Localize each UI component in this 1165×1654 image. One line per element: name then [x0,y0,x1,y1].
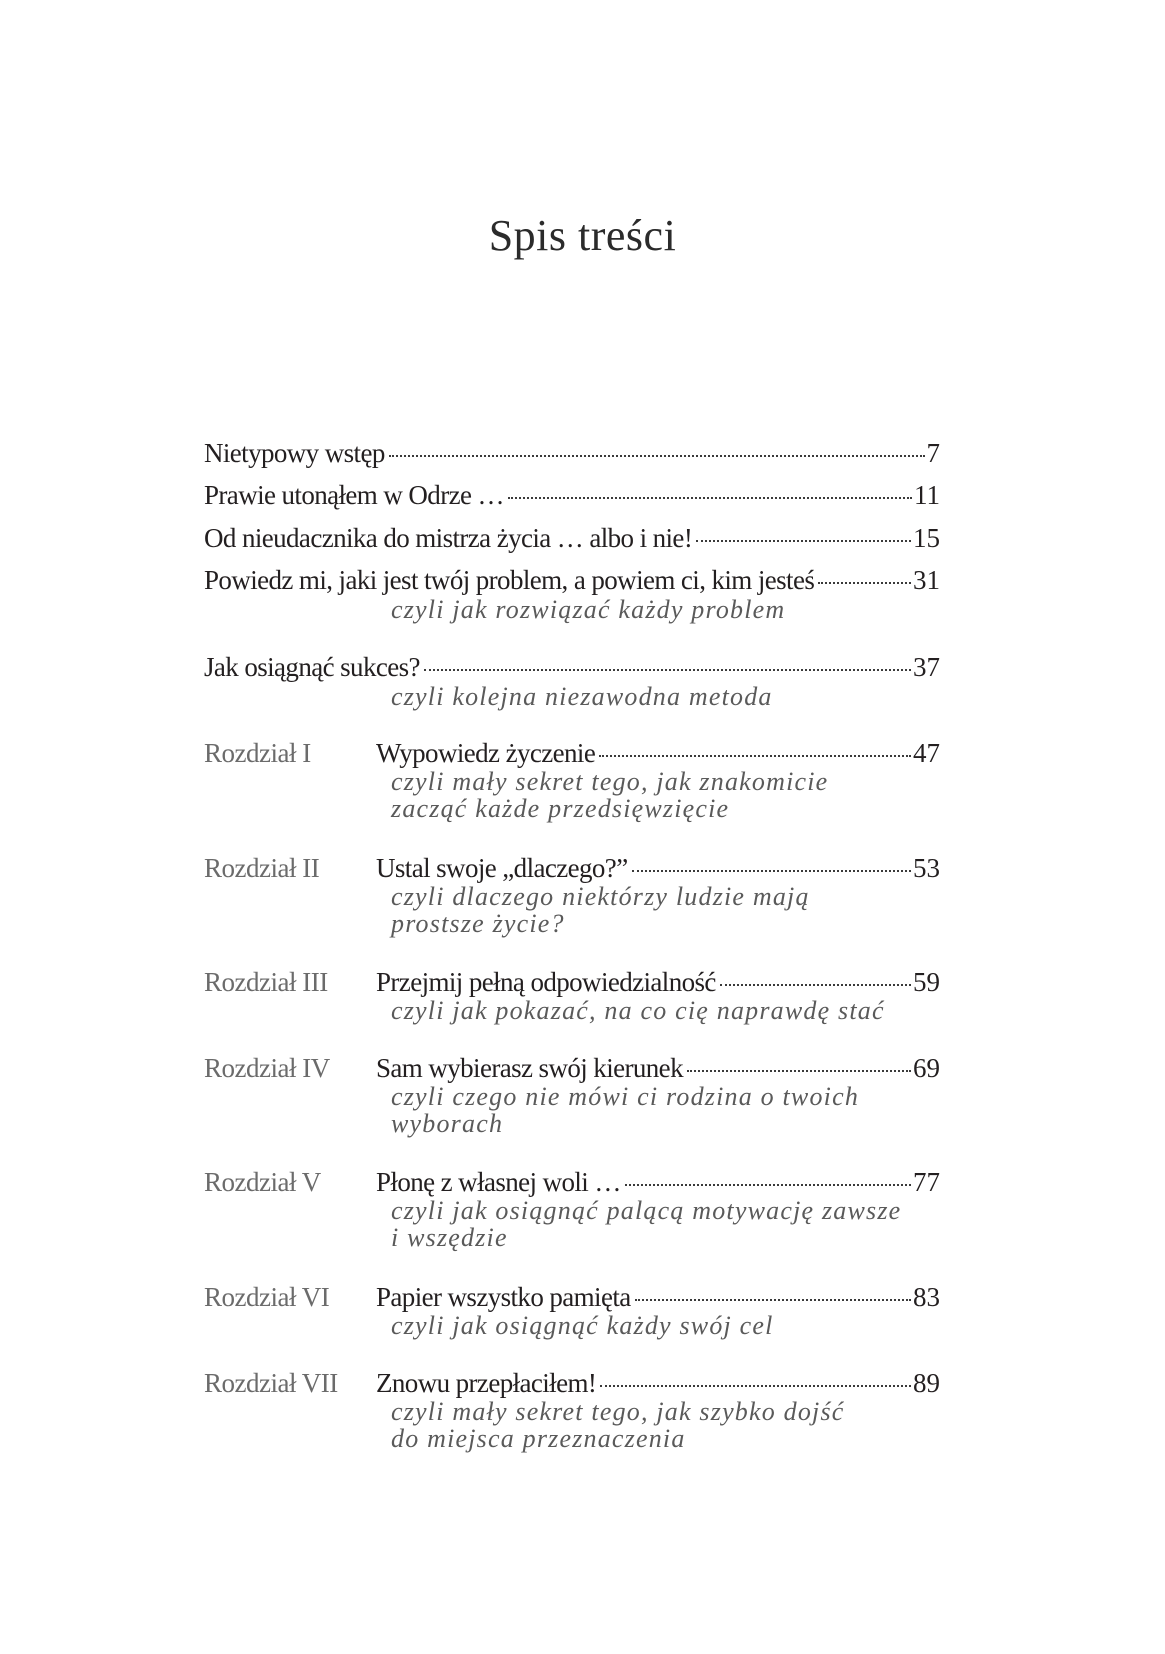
toc-chapter-2[interactable] [376,852,940,884]
toc-entry-title: Przejmij pełną odpowiedzialność [376,967,716,997]
chapter-subtitle-line-2: zacząć każde przedsięwzięcie [391,794,730,823]
toc-page-number: 89 [913,1368,940,1398]
toc-chapter-6[interactable] [376,1281,940,1313]
chapter-subtitle-line-1: czyli dlaczego niektórzy ludzie mają [391,882,810,911]
toc-entry-title: Jak osiągnąć sukces? [204,652,420,682]
dot-leader [720,984,911,986]
toc-page-number: 7 [926,438,940,468]
toc-entry-nietypowy-wstep[interactable] [204,437,940,469]
chapter-subtitle-line-2: prostsze życie? [391,909,565,938]
chapter-subtitle-line-1: czyli jak osiągnąć każdy swój cel [391,1311,774,1340]
dot-leader [508,497,912,499]
chapter-label: Rozdział VI [204,1282,330,1312]
dot-leader [687,1070,911,1072]
dot-leader [632,870,911,872]
toc-entry-prawie-utonalem[interactable] [204,479,940,511]
chapter-subtitle-line-2: do miejsca przeznaczenia [391,1424,686,1453]
toc-entry-title: Od nieudacznika do mistrza życia … albo i nie! [204,523,693,553]
toc-entry-jak-osiagnac-sukces[interactable] [204,651,940,683]
toc-chapter-5[interactable] [376,1166,940,1198]
dot-leader [389,455,925,457]
chapter-subtitle-line-1: czyli jak osiągnąć palącą motywację zawsze [391,1196,902,1225]
toc-entry-title: Sam wybierasz swój kierunek [376,1053,683,1083]
toc-chapter-1[interactable] [376,737,940,769]
chapter-subtitle-line-2: wyborach [391,1109,504,1138]
chapter-label: Rozdział II [204,853,320,883]
toc-page-number: 11 [914,480,940,510]
toc-chapter-7[interactable] [376,1367,940,1399]
toc-chapter-4[interactable] [376,1052,940,1084]
toc-entry-title: Płonę z własnej woli … [376,1167,621,1197]
dot-leader [625,1184,911,1186]
toc-entry-subtitle: czyli jak rozwiązać każdy problem [391,595,786,624]
chapter-subtitle-line-1: czyli mały sekret tego, jak znakomicie [391,767,829,796]
chapter-label: Rozdział IV [204,1053,330,1083]
dot-leader [424,669,911,671]
toc-entry-title: Powiedz mi, jaki jest twój problem, a powiem ci, kim jesteś [204,565,815,595]
chapter-label: Rozdział VII [204,1368,338,1398]
toc-entry-powiedz-mi[interactable] [204,564,940,596]
toc-entry-title: Wypowiedz życzenie [376,738,596,768]
dot-leader [818,582,911,584]
chapter-subtitle-line-1: czyli czego nie mówi ci rodzina o twoich [391,1082,860,1111]
chapter-subtitle-line-1: czyli mały sekret tego, jak szybko dojść [391,1397,845,1426]
toc-page-number: 59 [913,967,940,997]
toc-page-number: 83 [913,1282,940,1312]
toc-entry-title: Nietypowy wstęp [204,438,385,468]
toc-entry-title: Papier wszystko pamięta [376,1282,631,1312]
toc-entry-od-nieudacznika[interactable] [204,522,940,554]
dot-leader [635,1299,911,1301]
dot-leader [599,755,911,757]
dot-leader [600,1385,911,1387]
toc-page-number: 37 [913,652,940,682]
toc-entry-subtitle: czyli kolejna niezawodna metoda [391,682,773,711]
toc-page-number: 31 [913,565,940,595]
chapter-label: Rozdział III [204,967,328,997]
toc-page-number: 77 [913,1167,940,1197]
toc-entry-title: Prawie utonąłem w Odrze … [204,480,504,510]
dot-leader [696,540,911,542]
chapter-label: Rozdział V [204,1167,321,1197]
toc-page-number: 53 [913,853,940,883]
chapter-subtitle-line-1: czyli jak pokazać, na co cię naprawdę stać [391,996,885,1025]
chapter-subtitle-line-2: i wszędzie [391,1223,508,1252]
toc-page-number: 15 [913,523,940,553]
toc-page-number: 69 [913,1053,940,1083]
page-title: Spis treści [488,211,677,260]
toc-chapter-3[interactable] [376,966,940,998]
toc-entry-title: Znowu przepłaciłem! [376,1368,597,1398]
toc-entry-title: Ustal swoje „dlaczego?” [376,853,628,883]
toc-page-number: 47 [913,738,940,768]
chapter-label: Rozdział I [204,738,311,768]
